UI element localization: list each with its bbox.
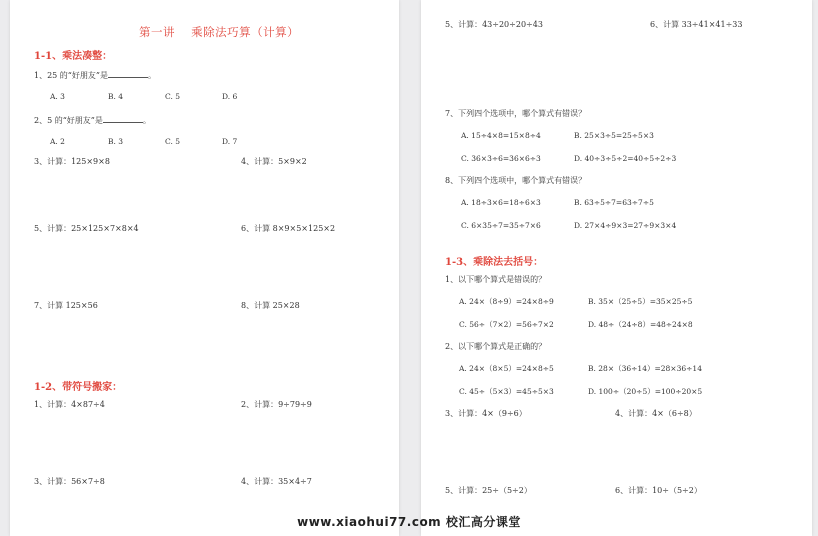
question-7: 7、下列四个选项中，哪个算式有错误？ xyxy=(445,109,587,118)
section3-question-6: 6、计算：10÷（5÷2） xyxy=(615,486,702,495)
option-a: A. 3 xyxy=(50,92,65,101)
question-4: 4、计算：5×9×2 xyxy=(241,157,307,166)
option-d: D. 100÷（20÷5）=100÷20×5 xyxy=(588,387,703,396)
question-5: 5、计算：25×125×7×8×4 xyxy=(34,224,139,233)
question-1-end: 。 xyxy=(148,71,156,80)
option-d: D. 6 xyxy=(222,92,238,101)
question-7: 7、计算 125×56 xyxy=(34,301,98,310)
option-a: A. 24×（8×5）=24×8÷5 xyxy=(459,364,554,373)
section3-question-2: 2、以下哪个算式是正确的？ xyxy=(445,342,547,351)
worksheet-page-right xyxy=(421,0,812,536)
section2-question-1: 1、计算：4×87÷4 xyxy=(34,400,105,409)
option-a: A. 24×（8÷9）=24×8÷9 xyxy=(459,297,554,306)
section3-question-5: 5、计算：25÷（5÷2） xyxy=(445,486,532,495)
section-heading-remove-parentheses: 1-3、乘除法去括号： xyxy=(445,257,544,268)
option-d: D. 27×4÷9×3=27÷9×3×4 xyxy=(574,221,677,230)
option-b: B. 63÷5÷7=63÷7÷5 xyxy=(574,198,654,207)
option-c: C. 56÷（7×2）=56÷7×2 xyxy=(459,320,554,329)
option-b: B. 4 xyxy=(108,92,124,101)
option-c: C. 36×3÷6=36×6÷3 xyxy=(461,154,541,163)
section3-question-1: 1、以下哪个算式是错误的？ xyxy=(445,275,547,284)
question-8: 8、下列四个选项中，哪个算式有错误？ xyxy=(445,176,587,185)
question-1-text: 1、25 的“好朋友”是 xyxy=(34,71,108,80)
option-b: B. 35×（25÷5）=35×25÷5 xyxy=(588,297,693,306)
option-b: B. 28×（36÷14）=28×36÷14 xyxy=(588,364,702,373)
option-c: C. 6×35÷7=35÷7×6 xyxy=(461,221,541,230)
question-2-end: 。 xyxy=(142,116,151,125)
option-d: D. 40÷3÷5÷2=40÷5÷2÷3 xyxy=(574,154,677,163)
section-heading-sign-moving: 1-2、带符号搬家： xyxy=(34,382,123,393)
option-c: C. 5 xyxy=(165,137,181,146)
option-c: C. 5 xyxy=(165,92,181,101)
question-6: 6、计算 8×9×5×125×2 xyxy=(241,224,336,233)
section2-question-4: 4、计算：35×4÷7 xyxy=(241,477,312,486)
section3-question-3: 3、计算：4×（9÷6） xyxy=(445,409,527,418)
question-3: 3、计算：125×9×8 xyxy=(34,157,110,166)
answer-blank xyxy=(103,114,143,123)
section3-question-4: 4、计算：4×（6÷8） xyxy=(615,409,697,418)
option-a: A. 18÷3×6=18÷6×3 xyxy=(461,198,541,207)
answer-blank xyxy=(108,69,148,78)
question-1 xyxy=(34,69,156,81)
section2-question-2: 2、计算：9÷79÷9 xyxy=(241,400,312,409)
option-a: A. 2 xyxy=(50,137,65,146)
site-watermark: www.xiaohui77.com 校汇高分课堂 xyxy=(297,515,521,529)
question-2 xyxy=(34,114,151,126)
question-6: 6、计算 33÷41×41÷33 xyxy=(650,20,743,29)
option-c: C. 45÷（5×3）=45÷5×3 xyxy=(459,387,554,396)
worksheet-page-left xyxy=(10,0,399,536)
option-d: D. 7 xyxy=(222,137,238,146)
option-d: D. 48÷（24÷8）=48÷24×8 xyxy=(588,320,693,329)
option-b: B. 25×3÷5=25÷5×3 xyxy=(574,131,654,140)
section2-question-3: 3、计算：56×7÷8 xyxy=(34,477,105,486)
option-a: A. 15÷4×8=15×8÷4 xyxy=(461,131,541,140)
page-title: 第一讲 乘除法巧算（计算） xyxy=(139,25,300,39)
question-5: 5、计算：43÷20÷20÷43 xyxy=(445,20,543,29)
question-8: 8、计算 25×28 xyxy=(241,301,300,310)
section-heading-multiplication-rounding: 1-1、乘法凑整： xyxy=(34,51,113,62)
question-2-text: 2、5 的“好朋友”是 xyxy=(34,116,103,125)
option-b: B. 3 xyxy=(108,137,124,146)
